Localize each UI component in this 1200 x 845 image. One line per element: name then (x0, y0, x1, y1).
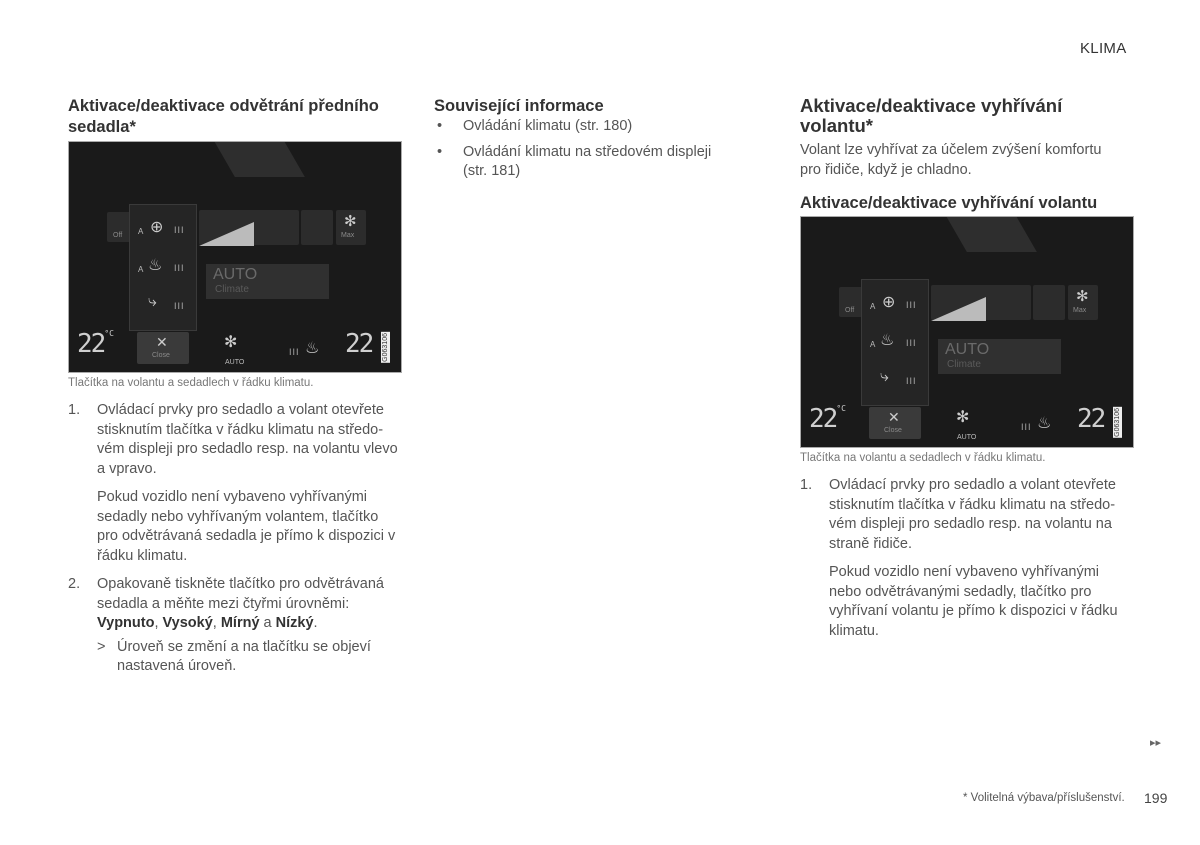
seat-heat-icon: ♨ (148, 257, 163, 274)
level-bars: III (906, 376, 917, 386)
related-link-1[interactable] (434, 117, 734, 137)
section-title: KLIMA (1080, 40, 1127, 57)
temp-right-value: 22 (345, 329, 373, 359)
col3-subheading: Aktivace/deaktivace vyhřívání volantu (800, 194, 1098, 212)
steering-heat-icon: ⊕ (150, 219, 164, 236)
bullet-icon: • (437, 143, 443, 160)
level-low: Nízký (275, 615, 314, 631)
result-text: Úroveň se změní a na tlačítku se objeví nastavená úroveň. (117, 638, 371, 674)
link-text[interactable]: Ovládání klimatu (str. 180) (463, 118, 633, 134)
step-1 (68, 401, 398, 566)
background-wedge (203, 141, 305, 177)
step-1 (800, 476, 1130, 641)
col3-intro: Volant lze vyhřívat za účelem zvýšení komfortu pro řidiče, když je chladno. (800, 142, 1102, 178)
step-number: 2. (68, 576, 81, 592)
temp-left (809, 404, 846, 434)
footnote: * Volitelná výbava/příslušenství. (963, 792, 1125, 804)
auto-climate-button (206, 264, 329, 299)
fan-segment (301, 210, 333, 245)
auto-subtitle: Climate (215, 284, 249, 295)
col3-heading: Aktivace/deaktivace vyhřívání volantu* (800, 95, 1063, 136)
auto-a-label: A (870, 302, 876, 311)
auto-small-label: AUTO (225, 359, 245, 366)
seat-heat-icon: ♨ (880, 332, 895, 349)
temp-right (345, 329, 372, 359)
fan-segment (1033, 285, 1065, 320)
close-label: Close (884, 427, 902, 434)
separator: , (154, 615, 163, 631)
auto-a-label: A (870, 340, 876, 349)
fan-ramp-icon (199, 222, 254, 246)
auto-a-label: A (138, 265, 144, 274)
bullet-icon: • (437, 118, 443, 134)
col1-steps (68, 401, 398, 677)
off-label: Off (113, 232, 123, 239)
rear-seat-heat-icon: ♨ (305, 340, 320, 357)
level-off: Vypnuto (97, 615, 155, 631)
related-links (434, 117, 734, 182)
close-icon: ✕ (156, 334, 168, 350)
step-2-text: Opakovaně tiskněte tlačítko pro odvětrávaná sedadla a měňte mezi čtyřmi úrovněmi: (97, 576, 384, 612)
auto-title: AUTO (213, 266, 258, 283)
background-wedge (935, 216, 1037, 252)
temp-unit: °C (836, 404, 846, 413)
step-result (97, 638, 398, 677)
fan-icon: ✻ (1076, 288, 1089, 305)
airflow-icon: ✻ (224, 334, 238, 351)
temp-unit: °C (104, 329, 114, 338)
step-note: Pokud vozidlo není vybaveno vyhřívanými nebo odvětrávanými sedadly, tlačítko pro vyhřívaní volantu je přímo k dispozici v řádku klimatu. (829, 564, 1118, 639)
auto-a-label: A (138, 227, 144, 236)
close-icon: ✕ (888, 409, 900, 425)
col1-heading: Aktivace/deaktivace odvětrání předního sedadla* (68, 97, 379, 136)
level-bars: III (906, 338, 917, 348)
figure-code: G063106 (1114, 408, 1121, 437)
level-bars: III (174, 301, 185, 311)
close-button (137, 332, 189, 364)
seat-controls-panel (129, 204, 197, 331)
page-number: 199 (1144, 790, 1168, 806)
separator: a (259, 615, 276, 631)
related-link-2[interactable] (434, 143, 734, 182)
step-2 (68, 575, 398, 677)
col2-heading: Související informace (434, 97, 604, 115)
temp-right-value: 22 (1077, 404, 1105, 434)
auto-small-label: AUTO (957, 434, 977, 441)
auto-climate-button (938, 339, 1061, 374)
fan-max-button (336, 210, 366, 245)
figure-code: G063106 (382, 333, 389, 362)
auto-title: AUTO (945, 341, 990, 358)
temp-left-value: 22 (809, 404, 837, 434)
seat-vent-icon: ⤷ (148, 293, 157, 310)
max-label: Max (1073, 307, 1087, 314)
steering-heat-icon: ⊕ (882, 294, 896, 311)
level-bars: III (1021, 422, 1032, 432)
step-text: Ovládací prvky pro sedadlo a volant otevřete stisknutím tlačítka v řádku klimatu na středo-vém displeji pro sedadlo resp. na volantu na straně řidiče. (829, 477, 1116, 552)
level-bars: III (289, 347, 300, 357)
col3-steps (800, 476, 1130, 641)
level-high: Vysoký (162, 615, 213, 631)
step-number: 1. (800, 477, 813, 493)
temp-left-value: 22 (77, 329, 105, 359)
close-label: Close (152, 352, 170, 359)
col1-caption: Tlačítka na volantu a sedadlech v řádku klimatu. (68, 377, 314, 389)
seat-vent-icon: ⤷ (880, 368, 889, 385)
fan-max-button (1068, 285, 1098, 320)
period: . (313, 615, 318, 631)
seat-controls-panel (861, 279, 929, 406)
fan-icon: ✻ (344, 213, 357, 230)
close-button (869, 407, 921, 439)
level-bars: III (174, 225, 185, 235)
step-number: 1. (68, 402, 81, 418)
continue-arrows-icon: ▸▸ (1150, 737, 1162, 749)
temp-left (77, 329, 114, 359)
separator: , (212, 615, 221, 631)
result-marker: > (97, 638, 106, 655)
max-label: Max (341, 232, 355, 239)
temp-right (1077, 404, 1104, 434)
level-bars: III (906, 300, 917, 310)
airflow-icon: ✻ (956, 409, 970, 426)
climate-screen-figure-2 (800, 216, 1134, 448)
step-note: Pokud vozidlo není vybaveno vyhřívanými sedadly nebo vyhřívaným volantem, tlačítko pro odvětrávaná sedadla je přímo k dispozici v řádku klimatu. (97, 489, 396, 564)
link-text[interactable]: Ovládání klimatu na středovém displeji (str. 181) (463, 143, 712, 179)
col3-caption: Tlačítka na volantu a sedadlech v řádku klimatu. (800, 452, 1046, 464)
level-medium: Mírný (220, 615, 260, 631)
fan-ramp-icon (931, 297, 986, 321)
step-text: Ovládací prvky pro sedadlo a volant otevřete stisknutím tlačítka v řádku klimatu na středo-vém displeji pro sedadlo resp. na volantu vlevo a vpravo. (97, 402, 398, 477)
rear-seat-heat-icon: ♨ (1037, 415, 1052, 432)
off-label: Off (845, 307, 855, 314)
auto-subtitle: Climate (947, 359, 981, 370)
step-text (97, 575, 398, 634)
level-bars: III (174, 263, 185, 273)
climate-screen-figure-1 (68, 141, 402, 373)
